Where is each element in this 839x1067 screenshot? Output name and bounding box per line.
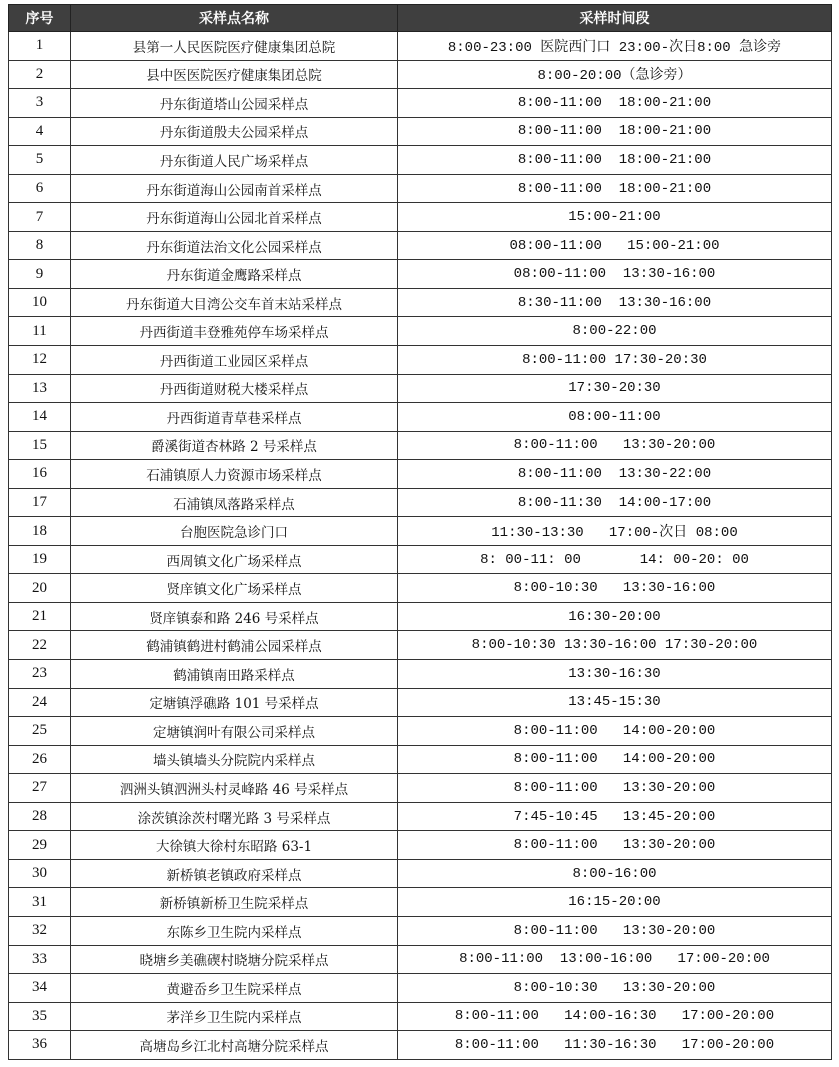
row-index: 25 <box>9 717 71 746</box>
row-index: 3 <box>9 89 71 118</box>
table-row <box>9 174 832 203</box>
table-row <box>9 460 832 489</box>
table-row <box>9 346 832 375</box>
table-row <box>9 431 832 460</box>
row-index: 26 <box>9 745 71 774</box>
time-period: 8:00-11:00 13:30-20:00 <box>398 431 832 460</box>
row-index: 4 <box>9 117 71 146</box>
row-index: 24 <box>9 688 71 717</box>
table-row <box>9 688 832 717</box>
table-row <box>9 545 832 574</box>
time-period: 8:00-11:00 18:00-21:00 <box>398 117 832 146</box>
row-index: 12 <box>9 346 71 375</box>
row-index: 18 <box>9 517 71 546</box>
site-name: 涂茨镇涂茨村曙光路 3 号采样点 <box>71 802 398 831</box>
table-row <box>9 89 832 118</box>
time-period: 8:00-16:00 <box>398 859 832 888</box>
site-name: 石浦镇凤落路采样点 <box>71 488 398 517</box>
site-name: 丹西街道财税大楼采样点 <box>71 374 398 403</box>
time-period: 8:00-11:00 11:30-16:30 17:00-20:00 <box>398 1031 832 1060</box>
table-row <box>9 203 832 232</box>
site-name: 贤庠镇泰和路 246 号采样点 <box>71 602 398 631</box>
table-row <box>9 260 832 289</box>
site-name: 丹西街道工业园区采样点 <box>71 346 398 375</box>
time-period: 8:00-11:00 18:00-21:00 <box>398 146 832 175</box>
row-index: 2 <box>9 60 71 89</box>
table-row <box>9 974 832 1003</box>
site-name: 鹤浦镇鹤进村鹤浦公园采样点 <box>71 631 398 660</box>
site-name: 泗洲头镇泗洲头村灵峰路 46 号采样点 <box>71 774 398 803</box>
time-period: 8:00-11:00 18:00-21:00 <box>398 89 832 118</box>
site-name: 定塘镇浮礁路 101 号采样点 <box>71 688 398 717</box>
time-period: 13:45-15:30 <box>398 688 832 717</box>
table-row <box>9 745 832 774</box>
table-row <box>9 660 832 689</box>
header-time-period: 采样时间段 <box>398 5 832 32</box>
site-name: 爵溪街道杏林路 2 号采样点 <box>71 431 398 460</box>
table-row <box>9 831 832 860</box>
header-site-name: 采样点名称 <box>71 5 398 32</box>
sampling-sites-table <box>8 4 832 1060</box>
site-name: 鹤浦镇南田路采样点 <box>71 660 398 689</box>
table-row <box>9 146 832 175</box>
row-index: 17 <box>9 488 71 517</box>
table-row <box>9 403 832 432</box>
row-index: 9 <box>9 260 71 289</box>
table-row <box>9 859 832 888</box>
site-name: 县中医医院医疗健康集团总院 <box>71 60 398 89</box>
site-name: 丹东街道人民广场采样点 <box>71 146 398 175</box>
row-index: 28 <box>9 802 71 831</box>
row-index: 32 <box>9 916 71 945</box>
time-period: 08:00-11:00 <box>398 403 832 432</box>
table-row <box>9 374 832 403</box>
time-period: 16:15-20:00 <box>398 888 832 917</box>
row-index: 16 <box>9 460 71 489</box>
time-period: 8:30-11:00 13:30-16:00 <box>398 288 832 317</box>
time-period: 8:00-11:00 13:00-16:00 17:00-20:00 <box>398 945 832 974</box>
row-index: 35 <box>9 1002 71 1031</box>
site-name: 丹东街道金鹰路采样点 <box>71 260 398 289</box>
table-row <box>9 916 832 945</box>
site-name: 丹东街道海山公园南首采样点 <box>71 174 398 203</box>
time-period: 8:00-10:30 13:30-16:00 <box>398 574 832 603</box>
site-name: 丹东街道大目湾公交车首末站采样点 <box>71 288 398 317</box>
table-header-row <box>9 5 832 32</box>
table-row <box>9 32 832 61</box>
table-row <box>9 117 832 146</box>
row-index: 13 <box>9 374 71 403</box>
site-name: 丹东街道海山公园北首采样点 <box>71 203 398 232</box>
time-period: 15:00-21:00 <box>398 203 832 232</box>
table-row <box>9 802 832 831</box>
row-index: 7 <box>9 203 71 232</box>
time-period: 8:00-11:30 14:00-17:00 <box>398 488 832 517</box>
site-name: 县第一人民医院医疗健康集团总院 <box>71 32 398 61</box>
site-name: 石浦镇原人力资源市场采样点 <box>71 460 398 489</box>
row-index: 34 <box>9 974 71 1003</box>
table-row <box>9 1031 832 1060</box>
header-index: 序号 <box>9 5 71 32</box>
table-row <box>9 517 832 546</box>
site-name: 东陈乡卫生院内采样点 <box>71 916 398 945</box>
row-index: 11 <box>9 317 71 346</box>
time-period: 8:00-11:00 14:00-20:00 <box>398 717 832 746</box>
site-name: 茅洋乡卫生院内采样点 <box>71 1002 398 1031</box>
row-index: 31 <box>9 888 71 917</box>
table-row <box>9 945 832 974</box>
table-row <box>9 60 832 89</box>
row-index: 8 <box>9 231 71 260</box>
site-name: 墙头镇墙头分院院内采样点 <box>71 745 398 774</box>
table-row <box>9 717 832 746</box>
time-period: 7:45-10:45 13:45-20:00 <box>398 802 832 831</box>
table-row <box>9 488 832 517</box>
table-row <box>9 317 832 346</box>
time-period: 08:00-11:00 15:00-21:00 <box>398 231 832 260</box>
time-period: 8:00-23:00 医院西门口 23:00-次日8:00 急诊旁 <box>398 32 832 61</box>
table-row <box>9 288 832 317</box>
row-index: 33 <box>9 945 71 974</box>
site-name: 丹西街道丰登雅苑停车场采样点 <box>71 317 398 346</box>
table-row <box>9 631 832 660</box>
row-index: 10 <box>9 288 71 317</box>
site-name: 丹西街道青草巷采样点 <box>71 403 398 432</box>
row-index: 22 <box>9 631 71 660</box>
table-row <box>9 774 832 803</box>
site-name: 丹东街道法治文化公园采样点 <box>71 231 398 260</box>
row-index: 1 <box>9 32 71 61</box>
time-period: 8:00-11:00 18:00-21:00 <box>398 174 832 203</box>
site-name: 晓塘乡美礁碶村晓塘分院采样点 <box>71 945 398 974</box>
site-name: 丹东街道殷夫公园采样点 <box>71 117 398 146</box>
time-period: 17:30-20:30 <box>398 374 832 403</box>
table-row <box>9 574 832 603</box>
row-index: 29 <box>9 831 71 860</box>
site-name: 高塘岛乡江北村高塘分院采样点 <box>71 1031 398 1060</box>
time-period: 16:30-20:00 <box>398 602 832 631</box>
row-index: 5 <box>9 146 71 175</box>
time-period: 8:00-22:00 <box>398 317 832 346</box>
time-period: 8:00-11:00 13:30-20:00 <box>398 831 832 860</box>
time-period: 08:00-11:00 13:30-16:00 <box>398 260 832 289</box>
table-row <box>9 1002 832 1031</box>
time-period: 11:30-13:30 17:00-次日 08:00 <box>398 517 832 546</box>
time-period: 8: 00-11: 00 14: 00-20: 00 <box>398 545 832 574</box>
row-index: 23 <box>9 660 71 689</box>
site-name: 定塘镇润叶有限公司采样点 <box>71 717 398 746</box>
site-name: 贤庠镇文化广场采样点 <box>71 574 398 603</box>
site-name: 黄避岙乡卫生院采样点 <box>71 974 398 1003</box>
time-period: 13:30-16:30 <box>398 660 832 689</box>
site-name: 新桥镇老镇政府采样点 <box>71 859 398 888</box>
row-index: 20 <box>9 574 71 603</box>
row-index: 14 <box>9 403 71 432</box>
site-name: 大徐镇大徐村东昭路 63-1 <box>71 831 398 860</box>
time-period: 8:00-11:00 13:30-22:00 <box>398 460 832 489</box>
time-period: 8:00-11:00 14:00-20:00 <box>398 745 832 774</box>
row-index: 15 <box>9 431 71 460</box>
row-index: 6 <box>9 174 71 203</box>
time-period: 8:00-11:00 14:00-16:30 17:00-20:00 <box>398 1002 832 1031</box>
row-index: 27 <box>9 774 71 803</box>
site-name: 丹东街道塔山公园采样点 <box>71 89 398 118</box>
table-row <box>9 602 832 631</box>
site-name: 西周镇文化广场采样点 <box>71 545 398 574</box>
site-name: 台胞医院急诊门口 <box>71 517 398 546</box>
time-period: 8:00-10:30 13:30-16:00 17:30-20:00 <box>398 631 832 660</box>
time-period: 8:00-10:30 13:30-20:00 <box>398 974 832 1003</box>
site-name: 新桥镇新桥卫生院采样点 <box>71 888 398 917</box>
table-row <box>9 888 832 917</box>
table-row <box>9 231 832 260</box>
row-index: 36 <box>9 1031 71 1060</box>
row-index: 30 <box>9 859 71 888</box>
row-index: 19 <box>9 545 71 574</box>
time-period: 8:00-20:00（急诊旁） <box>398 60 832 89</box>
row-index: 21 <box>9 602 71 631</box>
time-period: 8:00-11:00 17:30-20:30 <box>398 346 832 375</box>
time-period: 8:00-11:00 13:30-20:00 <box>398 916 832 945</box>
time-period: 8:00-11:00 13:30-20:00 <box>398 774 832 803</box>
